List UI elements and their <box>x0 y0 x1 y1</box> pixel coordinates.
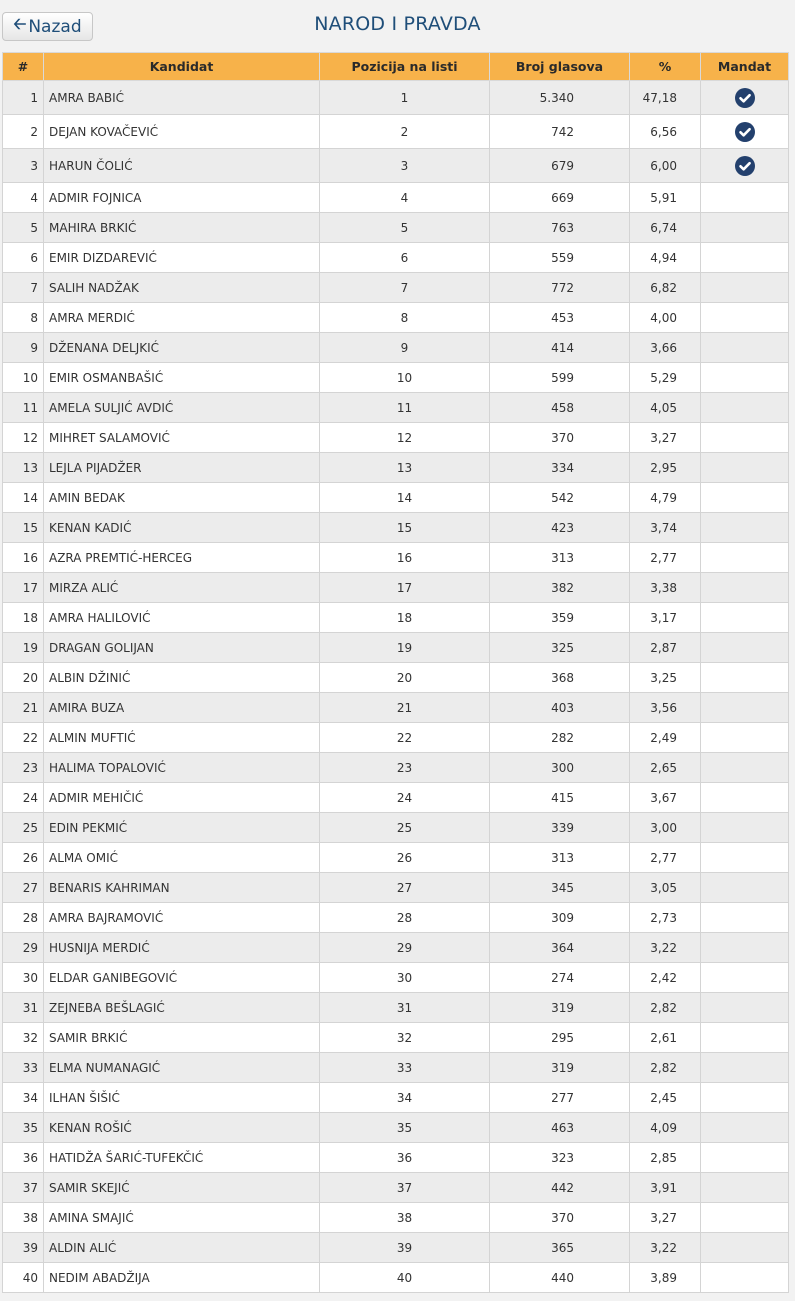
list-position: 25 <box>320 813 490 843</box>
vote-count: 325 <box>490 633 630 663</box>
vote-count: 339 <box>490 813 630 843</box>
row-number: 26 <box>3 843 44 873</box>
row-number: 18 <box>3 603 44 633</box>
row-number: 4 <box>3 183 44 213</box>
table-header-row <box>3 53 789 81</box>
list-position: 30 <box>320 963 490 993</box>
vote-percent: 2,87 <box>630 633 701 663</box>
back-button-label: Nazad <box>28 16 82 37</box>
row-number: 25 <box>3 813 44 843</box>
table-row <box>3 273 789 303</box>
list-position: 40 <box>320 1263 490 1293</box>
row-number: 12 <box>3 423 44 453</box>
table-row <box>3 573 789 603</box>
vote-percent: 5,29 <box>630 363 701 393</box>
row-number: 23 <box>3 753 44 783</box>
candidate-name: AMIN BEDAK <box>44 483 320 513</box>
list-position: 21 <box>320 693 490 723</box>
row-number: 1 <box>3 81 44 115</box>
vote-percent: 2,45 <box>630 1083 701 1113</box>
mandate-cell <box>701 423 789 453</box>
vote-count: 370 <box>490 423 630 453</box>
table-row <box>3 933 789 963</box>
mandate-cell <box>701 873 789 903</box>
table-row <box>3 843 789 873</box>
candidate-name: DRAGAN GOLIJAN <box>44 633 320 663</box>
vote-percent: 2,49 <box>630 723 701 753</box>
candidate-name: ADMIR FOJNICA <box>44 183 320 213</box>
mandate-cell <box>701 453 789 483</box>
list-position: 1 <box>320 81 490 115</box>
row-number: 32 <box>3 1023 44 1053</box>
vote-percent: 3,56 <box>630 693 701 723</box>
row-number: 28 <box>3 903 44 933</box>
table-row <box>3 149 789 183</box>
candidate-name: MIHRET SALAMOVIĆ <box>44 423 320 453</box>
table-row <box>3 1053 789 1083</box>
mandate-cell <box>701 513 789 543</box>
mandate-cell <box>701 1143 789 1173</box>
list-position: 37 <box>320 1173 490 1203</box>
candidate-name: ELDAR GANIBEGOVIĆ <box>44 963 320 993</box>
mandate-cell <box>701 633 789 663</box>
row-number: 19 <box>3 633 44 663</box>
vote-count: 323 <box>490 1143 630 1173</box>
table-row <box>3 903 789 933</box>
mandate-cell <box>701 393 789 423</box>
list-position: 29 <box>320 933 490 963</box>
vote-count: 319 <box>490 993 630 1023</box>
table-row <box>3 753 789 783</box>
table-row <box>3 693 789 723</box>
candidate-name: AMINA SMAJIĆ <box>44 1203 320 1233</box>
table-row <box>3 183 789 213</box>
mandate-cell <box>701 543 789 573</box>
mandate-cell <box>701 1023 789 1053</box>
vote-count: 442 <box>490 1173 630 1203</box>
mandate-cell <box>701 1233 789 1263</box>
check-circle-icon <box>735 88 755 108</box>
vote-percent: 3,67 <box>630 783 701 813</box>
vote-percent: 2,65 <box>630 753 701 783</box>
mandate-cell <box>701 843 789 873</box>
vote-count: 458 <box>490 393 630 423</box>
mandate-cell <box>701 1053 789 1083</box>
vote-percent: 2,77 <box>630 843 701 873</box>
table-row <box>3 81 789 115</box>
vote-count: 368 <box>490 663 630 693</box>
list-position: 2 <box>320 115 490 149</box>
vote-percent: 3,25 <box>630 663 701 693</box>
row-number: 38 <box>3 1203 44 1233</box>
row-number: 6 <box>3 243 44 273</box>
candidate-name: ALBIN DŽINIĆ <box>44 663 320 693</box>
candidate-name: AMRA HALILOVIĆ <box>44 603 320 633</box>
candidate-name: AMRA BABIĆ <box>44 81 320 115</box>
vote-percent: 3,74 <box>630 513 701 543</box>
vote-count: 763 <box>490 213 630 243</box>
mandate-cell <box>701 483 789 513</box>
mandate-cell <box>701 303 789 333</box>
list-position: 14 <box>320 483 490 513</box>
row-number: 17 <box>3 573 44 603</box>
row-number: 2 <box>3 115 44 149</box>
vote-percent: 2,95 <box>630 453 701 483</box>
table-row <box>3 1083 789 1113</box>
table-body <box>3 81 789 1293</box>
row-number: 24 <box>3 783 44 813</box>
vote-percent: 2,85 <box>630 1143 701 1173</box>
candidate-name: AZRA PREMTIĆ-HERCEG <box>44 543 320 573</box>
row-number: 21 <box>3 693 44 723</box>
vote-count: 542 <box>490 483 630 513</box>
vote-percent: 5,91 <box>630 183 701 213</box>
list-position: 28 <box>320 903 490 933</box>
vote-count: 309 <box>490 903 630 933</box>
table-row <box>3 363 789 393</box>
list-position: 19 <box>320 633 490 663</box>
vote-count: 382 <box>490 573 630 603</box>
vote-percent: 3,22 <box>630 1233 701 1263</box>
list-position: 34 <box>320 1083 490 1113</box>
candidate-name: ALMIN MUFTIĆ <box>44 723 320 753</box>
candidate-name: BENARIS KAHRIMAN <box>44 873 320 903</box>
vote-percent: 3,05 <box>630 873 701 903</box>
mandate-cell <box>701 1083 789 1113</box>
list-position: 31 <box>320 993 490 1023</box>
candidate-name: NEDIM ABADŽIJA <box>44 1263 320 1293</box>
row-number: 39 <box>3 1233 44 1263</box>
candidates-table <box>2 52 789 1293</box>
vote-percent: 3,22 <box>630 933 701 963</box>
list-position: 15 <box>320 513 490 543</box>
vote-count: 364 <box>490 933 630 963</box>
vote-count: 282 <box>490 723 630 753</box>
arrow-left-icon: 🡠 <box>13 14 27 33</box>
mandate-cell <box>701 933 789 963</box>
candidate-name: HATIDŽA ŠARIĆ-TUFEKČIĆ <box>44 1143 320 1173</box>
list-position: 16 <box>320 543 490 573</box>
mandate-cell <box>701 1173 789 1203</box>
list-position: 18 <box>320 603 490 633</box>
candidate-name: ZEJNEBA BEŠLAGIĆ <box>44 993 320 1023</box>
column-header-candidate[interactable]: Kandidat <box>44 53 320 81</box>
mandate-cell <box>701 333 789 363</box>
row-number: 30 <box>3 963 44 993</box>
table-row <box>3 453 789 483</box>
vote-count: 463 <box>490 1113 630 1143</box>
mandate-cell <box>701 813 789 843</box>
list-position: 13 <box>320 453 490 483</box>
vote-count: 319 <box>490 1053 630 1083</box>
vote-percent: 6,00 <box>630 149 701 183</box>
list-position: 20 <box>320 663 490 693</box>
vote-count: 453 <box>490 303 630 333</box>
vote-percent: 6,74 <box>630 213 701 243</box>
candidate-name: ILHAN ŠIŠIĆ <box>44 1083 320 1113</box>
table-row <box>3 783 789 813</box>
vote-percent: 3,00 <box>630 813 701 843</box>
vote-count: 559 <box>490 243 630 273</box>
vote-percent: 3,17 <box>630 603 701 633</box>
vote-count: 403 <box>490 693 630 723</box>
column-header-percent[interactable]: % <box>630 53 701 81</box>
vote-count: 359 <box>490 603 630 633</box>
mandate-cell <box>701 783 789 813</box>
table-row <box>3 393 789 423</box>
vote-count: 370 <box>490 1203 630 1233</box>
vote-count: 599 <box>490 363 630 393</box>
mandate-cell <box>701 1113 789 1143</box>
candidate-name: HARUN ČOLIĆ <box>44 149 320 183</box>
vote-count: 423 <box>490 513 630 543</box>
column-header-votes[interactable]: Broj glasova <box>490 53 630 81</box>
mandate-cell <box>701 183 789 213</box>
table-row <box>3 333 789 363</box>
mandate-cell <box>701 243 789 273</box>
vote-percent: 3,27 <box>630 423 701 453</box>
row-number: 34 <box>3 1083 44 1113</box>
table-row <box>3 813 789 843</box>
mandate-cell <box>701 573 789 603</box>
vote-count: 440 <box>490 1263 630 1293</box>
list-position: 22 <box>320 723 490 753</box>
candidate-name: AMRA MERDIĆ <box>44 303 320 333</box>
table-row <box>3 993 789 1023</box>
mandate-cell <box>701 213 789 243</box>
list-position: 33 <box>320 1053 490 1083</box>
table-row <box>3 603 789 633</box>
vote-percent: 3,38 <box>630 573 701 603</box>
table-row <box>3 513 789 543</box>
vote-count: 5.340 <box>490 81 630 115</box>
mandate-cell <box>701 903 789 933</box>
vote-percent: 3,89 <box>630 1263 701 1293</box>
vote-percent: 3,27 <box>630 1203 701 1233</box>
candidate-name: EDIN PEKMIĆ <box>44 813 320 843</box>
column-header-mandate[interactable]: Mandat <box>701 53 789 81</box>
list-position: 36 <box>320 1143 490 1173</box>
list-position: 8 <box>320 303 490 333</box>
table-row <box>3 1023 789 1053</box>
vote-percent: 2,61 <box>630 1023 701 1053</box>
row-number: 10 <box>3 363 44 393</box>
vote-count: 414 <box>490 333 630 363</box>
vote-percent: 3,91 <box>630 1173 701 1203</box>
candidate-name: MIRZA ALIĆ <box>44 573 320 603</box>
candidate-name: EMIR DIZDAREVIĆ <box>44 243 320 273</box>
row-number: 15 <box>3 513 44 543</box>
table-row <box>3 1143 789 1173</box>
vote-percent: 6,82 <box>630 273 701 303</box>
table-row <box>3 1113 789 1143</box>
table-row <box>3 303 789 333</box>
vote-percent: 4,00 <box>630 303 701 333</box>
candidate-name: HUSNIJA MERDIĆ <box>44 933 320 963</box>
table-row <box>3 1233 789 1263</box>
table-row <box>3 1203 789 1233</box>
candidate-name: LEJLA PIJADŽER <box>44 453 320 483</box>
vote-count: 345 <box>490 873 630 903</box>
list-position: 3 <box>320 149 490 183</box>
row-number: 36 <box>3 1143 44 1173</box>
row-number: 3 <box>3 149 44 183</box>
vote-count: 277 <box>490 1083 630 1113</box>
mandate-cell <box>701 115 789 149</box>
row-number: 29 <box>3 933 44 963</box>
row-number: 31 <box>3 993 44 1023</box>
vote-percent: 4,05 <box>630 393 701 423</box>
candidate-name: SAMIR BRKIĆ <box>44 1023 320 1053</box>
vote-percent: 2,82 <box>630 993 701 1023</box>
vote-percent: 2,77 <box>630 543 701 573</box>
row-number: 13 <box>3 453 44 483</box>
candidate-name: KENAN KADIĆ <box>44 513 320 543</box>
row-number: 35 <box>3 1113 44 1143</box>
candidate-name: MAHIRA BRKIĆ <box>44 213 320 243</box>
vote-count: 742 <box>490 115 630 149</box>
list-position: 38 <box>320 1203 490 1233</box>
row-number: 9 <box>3 333 44 363</box>
row-number: 22 <box>3 723 44 753</box>
candidate-name: DŽENANA DELJKIĆ <box>44 333 320 363</box>
list-position: 10 <box>320 363 490 393</box>
vote-count: 679 <box>490 149 630 183</box>
table-row <box>3 663 789 693</box>
vote-count: 295 <box>490 1023 630 1053</box>
candidate-name: KENAN ROŠIĆ <box>44 1113 320 1143</box>
candidate-name: DEJAN KOVAČEVIĆ <box>44 115 320 149</box>
vote-percent: 2,82 <box>630 1053 701 1083</box>
mandate-cell <box>701 1203 789 1233</box>
vote-percent: 4,79 <box>630 483 701 513</box>
list-position: 9 <box>320 333 490 363</box>
table-row <box>3 963 789 993</box>
list-position: 17 <box>320 573 490 603</box>
row-number: 40 <box>3 1263 44 1293</box>
vote-percent: 6,56 <box>630 115 701 149</box>
candidate-name: ELMA NUMANAGIĆ <box>44 1053 320 1083</box>
list-position: 11 <box>320 393 490 423</box>
candidate-name: ALDIN ALIĆ <box>44 1233 320 1263</box>
table-row <box>3 483 789 513</box>
vote-percent: 4,94 <box>630 243 701 273</box>
mandate-cell <box>701 723 789 753</box>
list-position: 12 <box>320 423 490 453</box>
vote-count: 300 <box>490 753 630 783</box>
check-circle-icon <box>735 122 755 142</box>
candidate-name: ALMA OMIĆ <box>44 843 320 873</box>
vote-count: 274 <box>490 963 630 993</box>
vote-percent: 47,18 <box>630 81 701 115</box>
list-position: 26 <box>320 843 490 873</box>
mandate-cell <box>701 81 789 115</box>
candidate-name: EMIR OSMANBAŠIĆ <box>44 363 320 393</box>
row-number: 14 <box>3 483 44 513</box>
mandate-cell <box>701 149 789 183</box>
mandate-cell <box>701 993 789 1023</box>
row-number: 7 <box>3 273 44 303</box>
table-row <box>3 543 789 573</box>
mandate-cell <box>701 963 789 993</box>
vote-percent: 2,42 <box>630 963 701 993</box>
check-circle-icon <box>735 156 755 176</box>
vote-percent: 3,66 <box>630 333 701 363</box>
mandate-cell <box>701 663 789 693</box>
page-title: NAROD I PRAVDA <box>314 13 481 35</box>
top-bar <box>0 0 795 52</box>
mandate-cell <box>701 603 789 633</box>
vote-percent: 4,09 <box>630 1113 701 1143</box>
list-position: 32 <box>320 1023 490 1053</box>
list-position: 7 <box>320 273 490 303</box>
candidate-name: SAMIR SKEJIĆ <box>44 1173 320 1203</box>
vote-count: 669 <box>490 183 630 213</box>
vote-count: 313 <box>490 543 630 573</box>
row-number: 11 <box>3 393 44 423</box>
vote-count: 415 <box>490 783 630 813</box>
table-row <box>3 213 789 243</box>
table-row <box>3 1263 789 1293</box>
candidate-name: AMRA BAJRAMOVIĆ <box>44 903 320 933</box>
column-header-number[interactable]: # <box>3 53 44 81</box>
row-number: 8 <box>3 303 44 333</box>
list-position: 27 <box>320 873 490 903</box>
vote-count: 772 <box>490 273 630 303</box>
list-position: 23 <box>320 753 490 783</box>
table-row <box>3 243 789 273</box>
candidate-name: AMIRA BUZA <box>44 693 320 723</box>
row-number: 33 <box>3 1053 44 1083</box>
row-number: 16 <box>3 543 44 573</box>
row-number: 37 <box>3 1173 44 1203</box>
list-position: 24 <box>320 783 490 813</box>
table-row <box>3 1173 789 1203</box>
vote-percent: 2,73 <box>630 903 701 933</box>
row-number: 27 <box>3 873 44 903</box>
table-row <box>3 633 789 663</box>
list-position: 35 <box>320 1113 490 1143</box>
mandate-cell <box>701 753 789 783</box>
mandate-cell <box>701 1263 789 1293</box>
table-row <box>3 723 789 753</box>
mandate-cell <box>701 693 789 723</box>
table-row <box>3 873 789 903</box>
candidate-name: AMELA SULJIĆ AVDIĆ <box>44 393 320 423</box>
mandate-cell <box>701 363 789 393</box>
candidate-name: HALIMA TOPALOVIĆ <box>44 753 320 783</box>
vote-count: 334 <box>490 453 630 483</box>
list-position: 6 <box>320 243 490 273</box>
table-row <box>3 423 789 453</box>
vote-count: 365 <box>490 1233 630 1263</box>
table-row <box>3 115 789 149</box>
candidate-name: SALIH NADŽAK <box>44 273 320 303</box>
mandate-cell <box>701 273 789 303</box>
row-number: 5 <box>3 213 44 243</box>
list-position: 5 <box>320 213 490 243</box>
list-position: 4 <box>320 183 490 213</box>
column-header-position[interactable]: Pozicija na listi <box>320 53 490 81</box>
list-position: 39 <box>320 1233 490 1263</box>
vote-count: 313 <box>490 843 630 873</box>
candidate-name: ADMIR MEHIČIĆ <box>44 783 320 813</box>
row-number: 20 <box>3 663 44 693</box>
